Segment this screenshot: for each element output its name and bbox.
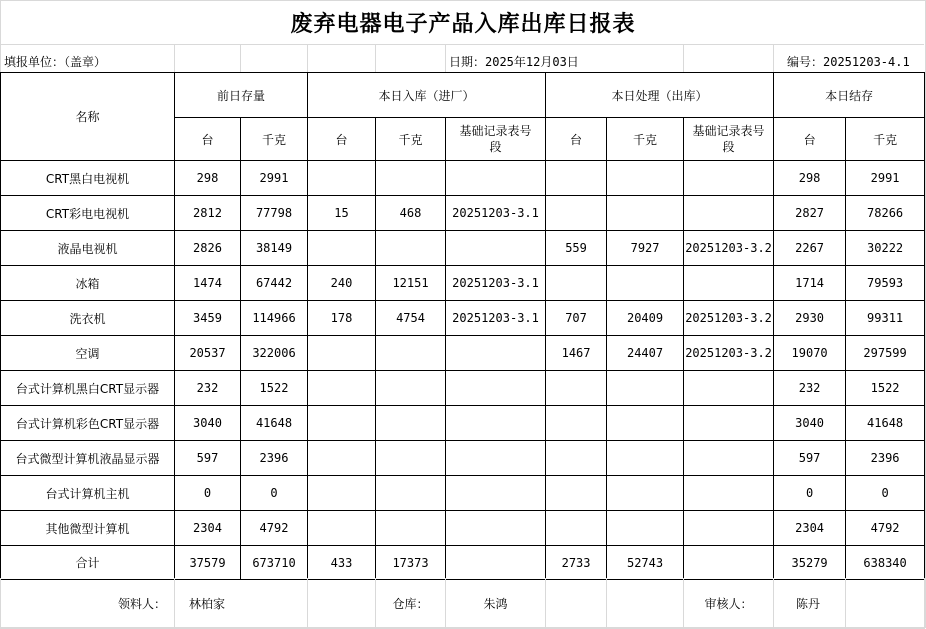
cell-in-units: 240 bbox=[308, 266, 376, 301]
cell-in-kg bbox=[376, 371, 446, 406]
cell-stock-kg: 297599 bbox=[846, 336, 925, 371]
cell-item-name: 台式计算机主机 bbox=[1, 476, 175, 511]
cell-in-units bbox=[308, 231, 376, 266]
cell-in-record bbox=[446, 406, 546, 441]
cell-out-units: 707 bbox=[546, 301, 607, 336]
cell-prev-kg: 41648 bbox=[241, 406, 308, 441]
cell-stock-kg: 4792 bbox=[846, 511, 925, 546]
header-out-kg: 千克 bbox=[607, 118, 684, 161]
cell-out-kg: 20409 bbox=[607, 301, 684, 336]
footer-blank bbox=[308, 578, 376, 629]
cell-in-record bbox=[446, 231, 546, 266]
cell-in-record bbox=[446, 441, 546, 476]
cell-prev-kg: 2396 bbox=[241, 441, 308, 476]
cell-in-record bbox=[446, 336, 546, 371]
cell-in-kg bbox=[376, 336, 446, 371]
cell-in-units bbox=[308, 371, 376, 406]
table-row bbox=[1, 371, 925, 406]
cell-in-record bbox=[446, 476, 546, 511]
cell-in-units bbox=[308, 441, 376, 476]
cell-stock-units: 19070 bbox=[774, 336, 846, 371]
cell-in-kg: 4754 bbox=[376, 301, 446, 336]
header-in-record: 基础记录表号段 bbox=[446, 118, 546, 161]
total-row bbox=[1, 546, 925, 580]
header-row-1 bbox=[1, 73, 925, 118]
cell-out-record: 20251203-3.2 bbox=[684, 301, 774, 336]
cell-prev-kg: 2991 bbox=[241, 161, 308, 196]
cell-out-kg bbox=[607, 196, 684, 231]
table-row bbox=[1, 161, 925, 196]
cell-stock-kg: 78266 bbox=[846, 196, 925, 231]
cell-out-record bbox=[684, 511, 774, 546]
cell-in-record bbox=[446, 371, 546, 406]
cell-stock-units: 298 bbox=[774, 161, 846, 196]
cell-in-record: 20251203-3.1 bbox=[446, 266, 546, 301]
cell-out-record bbox=[684, 196, 774, 231]
cell-out-kg bbox=[607, 476, 684, 511]
footer-blank bbox=[546, 578, 607, 629]
cell-item-name: CRT彩电电视机 bbox=[1, 196, 175, 231]
header-stock-kg: 千克 bbox=[846, 118, 925, 161]
cell-in-kg bbox=[376, 406, 446, 441]
warehouse-name: 朱鸿 bbox=[446, 578, 546, 629]
cell-out-record bbox=[684, 441, 774, 476]
cell-out-kg bbox=[607, 161, 684, 196]
cell-out-units bbox=[546, 441, 607, 476]
gridline bbox=[683, 44, 684, 72]
gridline bbox=[240, 44, 241, 72]
cell-out-kg: 52743 bbox=[607, 546, 684, 580]
cell-out-units: 1467 bbox=[546, 336, 607, 371]
header-prev-stock: 前日存量 bbox=[175, 73, 308, 118]
cell-out-record: 20251203-3.2 bbox=[684, 231, 774, 266]
table-row bbox=[1, 511, 925, 546]
cell-out-kg bbox=[607, 266, 684, 301]
unit-label: 填报单位：（盖章） bbox=[4, 55, 107, 69]
cell-in-units bbox=[308, 336, 376, 371]
cell-prev-units: 37579 bbox=[175, 546, 241, 580]
cell-in-units bbox=[308, 406, 376, 441]
code-label: 编号：20251203-4.1 bbox=[787, 55, 910, 69]
cell-prev-units: 2826 bbox=[175, 231, 241, 266]
cell-out-units bbox=[546, 196, 607, 231]
cell-out-units bbox=[546, 161, 607, 196]
cell-in-kg: 468 bbox=[376, 196, 446, 231]
cell-out-units: 559 bbox=[546, 231, 607, 266]
cell-out-kg bbox=[607, 406, 684, 441]
cell-prev-units: 232 bbox=[175, 371, 241, 406]
cell-out-kg bbox=[607, 511, 684, 546]
cell-out-units bbox=[546, 511, 607, 546]
cell-stock-kg: 79593 bbox=[846, 266, 925, 301]
header-out-stock: 本日处理（出库） bbox=[546, 73, 774, 118]
cell-prev-kg: 38149 bbox=[241, 231, 308, 266]
cell-prev-kg: 4792 bbox=[241, 511, 308, 546]
receiver-name: 林柏家 bbox=[175, 578, 308, 629]
cell-stock-kg: 30222 bbox=[846, 231, 925, 266]
cell-out-kg bbox=[607, 371, 684, 406]
table-row bbox=[1, 441, 925, 476]
cell-prev-units: 3459 bbox=[175, 301, 241, 336]
cell-out-units: 2733 bbox=[546, 546, 607, 580]
cell-in-kg bbox=[376, 231, 446, 266]
cell-item-name: 台式计算机彩色CRT显示器 bbox=[1, 406, 175, 441]
cell-item-name: 其他微型计算机 bbox=[1, 511, 175, 546]
cell-out-units bbox=[546, 476, 607, 511]
cell-stock-units: 2267 bbox=[774, 231, 846, 266]
cell-stock-units: 2827 bbox=[774, 196, 846, 231]
gridline bbox=[307, 44, 308, 72]
cell-stock-kg: 41648 bbox=[846, 406, 925, 441]
cell-stock-units: 35279 bbox=[774, 546, 846, 580]
cell-in-kg bbox=[376, 441, 446, 476]
cell-prev-units: 2304 bbox=[175, 511, 241, 546]
cell-in-units bbox=[308, 511, 376, 546]
cell-prev-units: 0 bbox=[175, 476, 241, 511]
date-label: 日期：2025年12月03日 bbox=[449, 55, 579, 69]
cell-prev-kg: 673710 bbox=[241, 546, 308, 580]
cell-in-kg: 17373 bbox=[376, 546, 446, 580]
cell-prev-units: 20537 bbox=[175, 336, 241, 371]
cell-prev-units: 3040 bbox=[175, 406, 241, 441]
cell-stock-kg: 99311 bbox=[846, 301, 925, 336]
cell-out-kg: 7927 bbox=[607, 231, 684, 266]
cell-out-units bbox=[546, 371, 607, 406]
cell-stock-units: 2930 bbox=[774, 301, 846, 336]
cell-stock-units: 1714 bbox=[774, 266, 846, 301]
header-stock-units: 台 bbox=[774, 118, 846, 161]
receiver-label: 领料人： bbox=[1, 578, 175, 629]
header-end-stock: 本日结存 bbox=[774, 73, 925, 118]
cell-item-name: CRT黑白电视机 bbox=[1, 161, 175, 196]
cell-in-units: 433 bbox=[308, 546, 376, 580]
table-row bbox=[1, 336, 925, 371]
cell-prev-units: 597 bbox=[175, 441, 241, 476]
cell-item-name: 冰箱 bbox=[1, 266, 175, 301]
cell-item-name: 空调 bbox=[1, 336, 175, 371]
cell-in-record bbox=[446, 511, 546, 546]
cell-item-name: 台式微型计算机液晶显示器 bbox=[1, 441, 175, 476]
header-name: 名称 bbox=[1, 73, 175, 161]
cell-prev-units: 2812 bbox=[175, 196, 241, 231]
table-row bbox=[1, 301, 925, 336]
cell-out-record: 20251203-3.2 bbox=[684, 336, 774, 371]
table-row bbox=[1, 406, 925, 441]
cell-prev-kg: 77798 bbox=[241, 196, 308, 231]
cell-prev-kg: 0 bbox=[241, 476, 308, 511]
gridline bbox=[445, 44, 446, 72]
footer-row bbox=[1, 578, 925, 629]
cell-out-record bbox=[684, 266, 774, 301]
cell-stock-units: 232 bbox=[774, 371, 846, 406]
cell-in-record: 20251203-3.1 bbox=[446, 196, 546, 231]
signature-footer bbox=[0, 578, 925, 629]
cell-stock-kg: 2396 bbox=[846, 441, 925, 476]
cell-prev-kg: 322006 bbox=[241, 336, 308, 371]
cell-item-name: 台式计算机黑白CRT显示器 bbox=[1, 371, 175, 406]
cell-out-kg: 24407 bbox=[607, 336, 684, 371]
cell-in-kg bbox=[376, 161, 446, 196]
cell-prev-units: 298 bbox=[175, 161, 241, 196]
cell-out-record bbox=[684, 161, 774, 196]
cell-in-record: 20251203-3.1 bbox=[446, 301, 546, 336]
cell-in-record bbox=[446, 546, 546, 580]
header-prev-kg: 千克 bbox=[241, 118, 308, 161]
cell-stock-kg: 2991 bbox=[846, 161, 925, 196]
cell-out-record bbox=[684, 476, 774, 511]
cell-prev-kg: 1522 bbox=[241, 371, 308, 406]
gridline bbox=[773, 44, 774, 72]
cell-stock-kg: 1522 bbox=[846, 371, 925, 406]
reviewer-name: 陈丹 bbox=[774, 578, 846, 629]
header-in-kg: 千克 bbox=[376, 118, 446, 161]
header-in-stock: 本日入库（进厂） bbox=[308, 73, 546, 118]
cell-item-name: 洗衣机 bbox=[1, 301, 175, 336]
cell-in-record bbox=[446, 161, 546, 196]
header-out-record: 基础记录表号段 bbox=[684, 118, 774, 161]
cell-out-kg bbox=[607, 441, 684, 476]
cell-prev-units: 1474 bbox=[175, 266, 241, 301]
cell-out-units bbox=[546, 406, 607, 441]
report-title: 废弃电器电子产品入库出库日报表 bbox=[290, 10, 636, 37]
cell-in-kg bbox=[376, 511, 446, 546]
gridline bbox=[375, 44, 376, 72]
cell-out-record bbox=[684, 371, 774, 406]
warehouse-label: 仓库： bbox=[376, 578, 446, 629]
cell-item-name: 液晶电视机 bbox=[1, 231, 175, 266]
cell-in-kg: 12151 bbox=[376, 266, 446, 301]
cell-out-record bbox=[684, 546, 774, 580]
cell-stock-units: 3040 bbox=[774, 406, 846, 441]
cell-stock-units: 597 bbox=[774, 441, 846, 476]
table-row bbox=[1, 476, 925, 511]
cell-stock-kg: 638340 bbox=[846, 546, 925, 580]
table-row bbox=[1, 231, 925, 266]
cell-out-record bbox=[684, 406, 774, 441]
cell-in-units: 178 bbox=[308, 301, 376, 336]
header-prev-units: 台 bbox=[175, 118, 241, 161]
header-out-units: 台 bbox=[546, 118, 607, 161]
cell-stock-units: 0 bbox=[774, 476, 846, 511]
cell-stock-units: 2304 bbox=[774, 511, 846, 546]
table-row bbox=[1, 266, 925, 301]
cell-item-name: 合计 bbox=[1, 546, 175, 580]
cell-in-units bbox=[308, 476, 376, 511]
reviewer-label: 审核人： bbox=[684, 578, 774, 629]
cell-prev-kg: 67442 bbox=[241, 266, 308, 301]
cell-stock-kg: 0 bbox=[846, 476, 925, 511]
footer-blank bbox=[607, 578, 684, 629]
cell-in-kg bbox=[376, 476, 446, 511]
header-in-units: 台 bbox=[308, 118, 376, 161]
report-table bbox=[0, 72, 925, 580]
cell-in-units: 15 bbox=[308, 196, 376, 231]
footer-blank bbox=[846, 578, 925, 629]
table-row bbox=[1, 196, 925, 231]
cell-prev-kg: 114966 bbox=[241, 301, 308, 336]
cell-in-units bbox=[308, 161, 376, 196]
cell-out-units bbox=[546, 266, 607, 301]
